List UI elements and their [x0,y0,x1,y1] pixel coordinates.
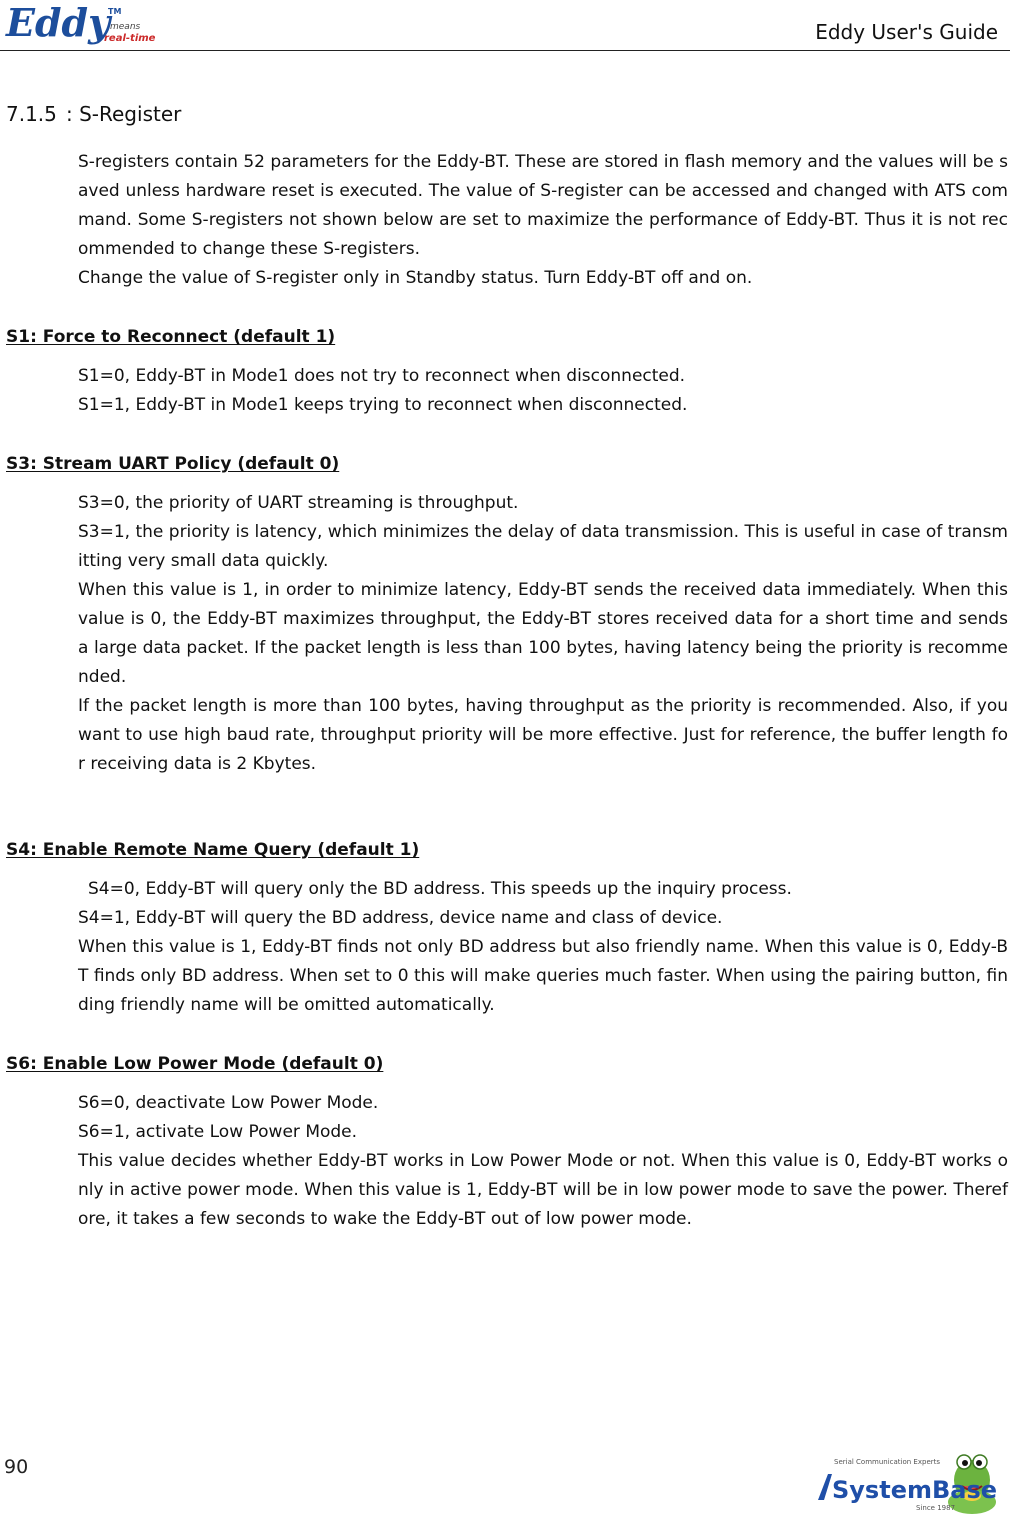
guide-title: Eddy User's Guide [815,20,998,44]
page-number: 90 [4,1456,29,1478]
systembase-since: Since 1987 [916,1504,956,1512]
register-line: S6=0, deactivate Low Power Mode. [78,1093,379,1113]
page-header [0,0,1010,52]
systembase-mark-icon [818,1474,832,1500]
register-line: S1=0, Eddy-BT in Mode1 does not try to reconnect when disconnected. [78,366,686,386]
register-heading-s4: S4: Enable Remote Name Query (default 1) [6,840,420,860]
register-line: S1=1, Eddy-BT in Mode1 keeps trying to reconnect when disconnected. [78,395,688,415]
register-line: S3=1, the priority is latency, which minimizes the delay of data transmission. This is useful in case of transmitting very small data quickly. [78,522,1008,571]
eddy-logo [4,2,164,46]
logo-tagline-1: means [110,22,141,32]
intro-paragraph: S-registers contain 52 parameters for the Eddy-BT. These are stored in flash memory and the values will be saved unless hardware reset is executed. The value of S-register can be accessed and changed with ATS command. Some S-registers not shown below are set to maximize the performance of Eddy-BT. Thus it is not recommended to change these S-registers. [78,152,1008,259]
systembase-wordmark: SystemBase [832,1476,998,1504]
section-title: : S-Register [66,102,182,126]
register-line: S3=0, the priority of UART streaming is throughput. [78,493,519,513]
logo-trademark: TM [108,7,122,16]
register-description: When this value is 1, Eddy-BT finds not only BD address but also friendly name. When this value is 0, Eddy-BT finds only BD address. When set to 0 this will make queries much faster. When using the pairing button, finding friendly name will be omitted automatically. [78,937,1008,1015]
document-body [0,148,1010,1234]
register-heading-s3: S3: Stream UART Policy (default 0) [6,454,340,474]
register-description: If the packet length is more than 100 bytes, having throughput as the priority is recommended. Also, if you want to use high baud rate, throughput priority will be more effective. Just for reference, the buffer length for receiving data is 2 Kbytes. [78,696,1008,774]
systembase-tagline: Serial Communication Experts [834,1458,941,1466]
intro-note: Change the value of S-register only in Standby status. Turn Eddy-BT off and on. [78,268,753,288]
logo-tagline-2: real-time [104,33,156,44]
register-line: S4=0, Eddy-BT will query only the BD address. This speeds up the inquiry process. [88,879,792,899]
section-heading [6,102,181,126]
systembase-logo [812,1444,1008,1516]
register-description: When this value is 1, in order to minimize latency, Eddy-BT sends the received data immediately. When this value is 0, the Eddy-BT maximizes throughput, the Eddy-BT stores received data for a short time and sends a large data packet. If the packet length is less than 100 bytes, having latency being the priority is recommended. [78,580,1008,687]
register-line: S4=1, Eddy-BT will query the BD address, device name and class of device. [78,908,723,928]
section-number: 7.1.5 [6,102,57,126]
logo-wordmark: Eddy [6,2,111,45]
header-divider [0,50,1010,51]
register-heading-s6: S6: Enable Low Power Mode (default 0) [6,1054,384,1074]
register-heading-s1: S1: Force to Reconnect (default 1) [6,327,336,347]
register-line: S6=1, activate Low Power Mode. [78,1122,358,1142]
register-description: This value decides whether Eddy-BT works in Low Power Mode or not. When this value is 0, Eddy-BT works only in active power mode. When this value is 1, Eddy-BT will be in low power mode to save the power. Therefore, it takes a few seconds to wake the Eddy-BT out of low power mode. [78,1151,1008,1229]
